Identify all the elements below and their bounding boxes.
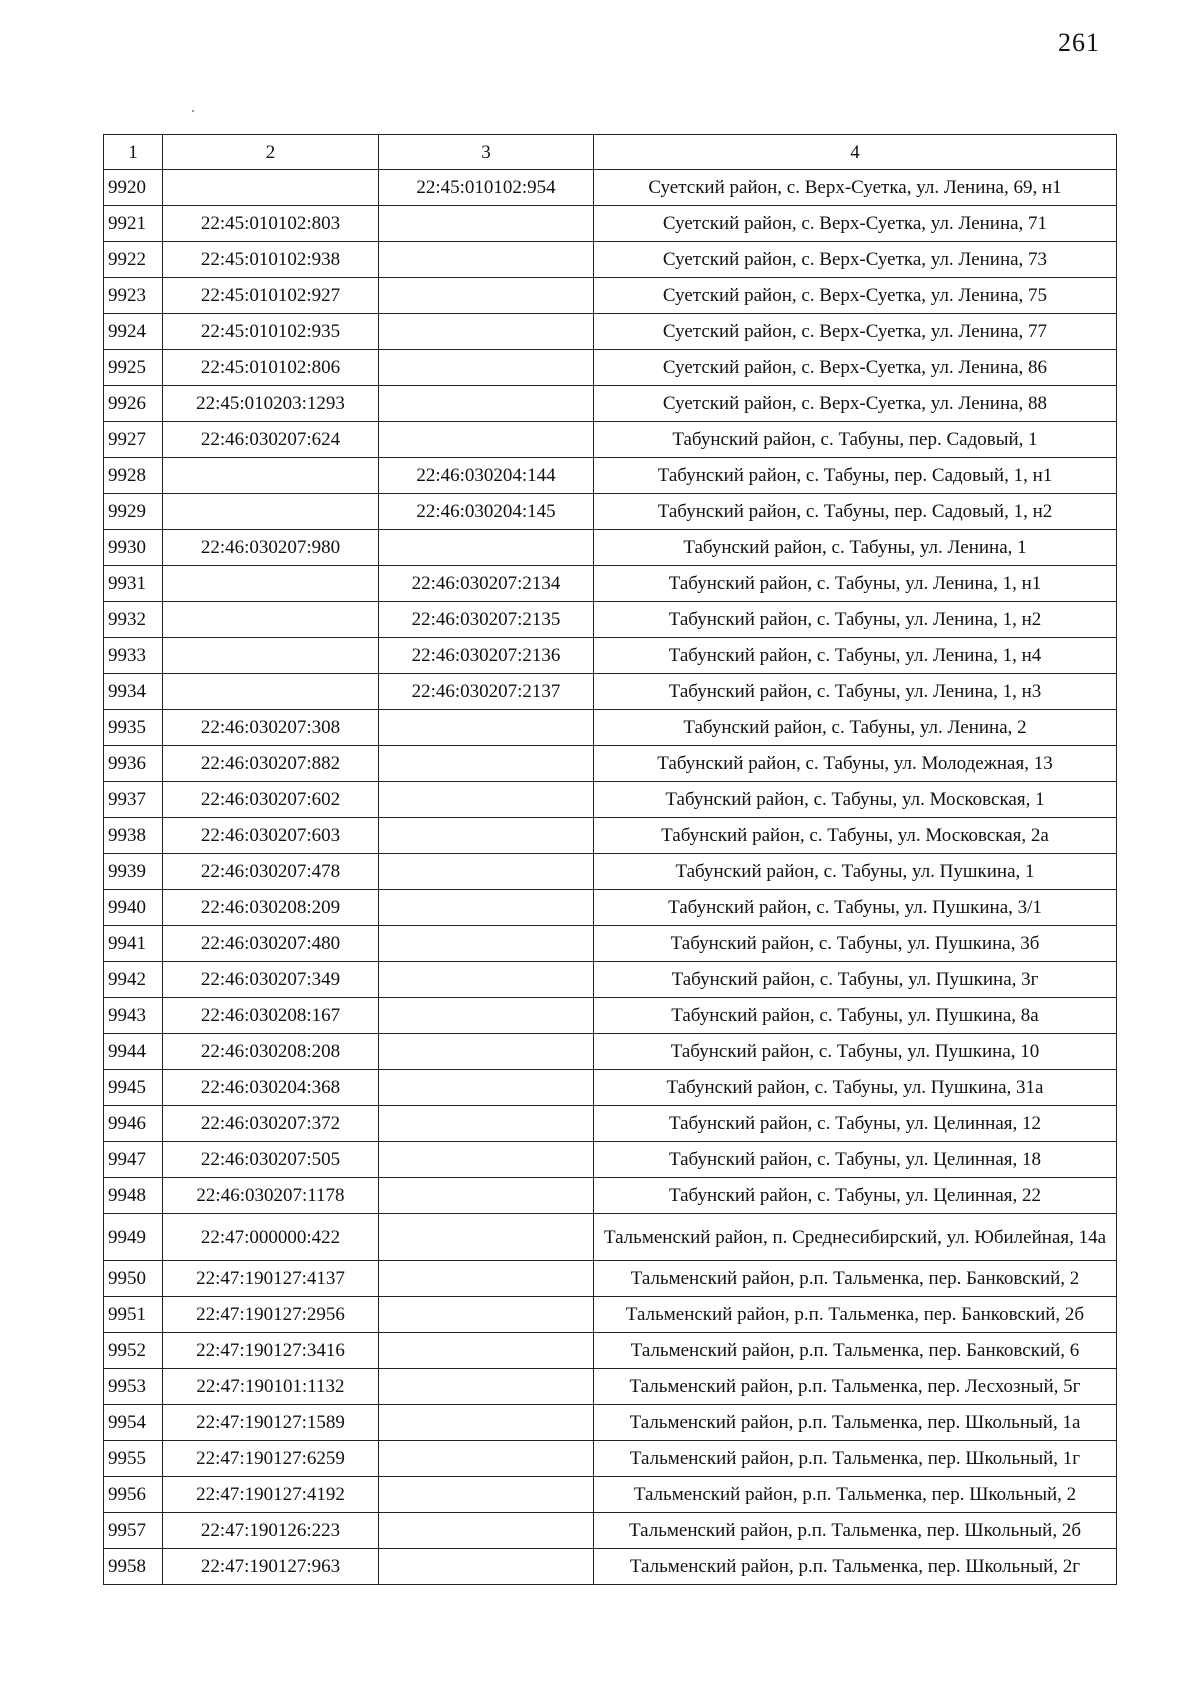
address-cell: Суетский район, с. Верх-Суетка, ул. Ленина, 73 — [594, 242, 1117, 278]
cadastral-number-cell — [163, 566, 379, 602]
address-cell: Тальменский район, р.п. Тальменка, пер. Школьный, 1г — [594, 1441, 1117, 1477]
address-cell: Суетский район, с. Верх-Суетка, ул. Ленина, 75 — [594, 278, 1117, 314]
registry-table-body — [104, 135, 1117, 1585]
row-number-cell: 9954 — [104, 1405, 163, 1441]
address-cell: Суетский район, с. Верх-Суетка, ул. Ленина, 69, н1 — [594, 170, 1117, 206]
premises-cadastral-number-cell — [379, 890, 594, 926]
row-number-cell: 9920 — [104, 170, 163, 206]
row-number-cell: 9940 — [104, 890, 163, 926]
premises-cadastral-number-cell: 22:46:030207:2134 — [379, 566, 594, 602]
address-cell: Табунский район, с. Табуны, ул. Ленина, 1, н2 — [594, 602, 1117, 638]
table-row — [104, 1549, 1117, 1585]
address-cell: Табунский район, с. Табуны, ул. Московская, 1 — [594, 782, 1117, 818]
premises-cadastral-number-cell — [379, 818, 594, 854]
premises-cadastral-number-cell — [379, 1441, 594, 1477]
cadastral-number-cell: 22:46:030204:368 — [163, 1070, 379, 1106]
address-cell: Табунский район, с. Табуны, ул. Пушкина, 1 — [594, 854, 1117, 890]
cadastral-number-cell: 22:47:190127:963 — [163, 1549, 379, 1585]
row-number-cell: 9922 — [104, 242, 163, 278]
premises-cadastral-number-cell — [379, 242, 594, 278]
table-row — [104, 1441, 1117, 1477]
address-cell: Тальменский район, р.п. Тальменка, пер. Лесхозный, 5г — [594, 1369, 1117, 1405]
table-row — [104, 386, 1117, 422]
row-number-cell: 9956 — [104, 1477, 163, 1513]
table-row — [104, 782, 1117, 818]
cadastral-number-cell: 22:46:030207:480 — [163, 926, 379, 962]
table-row — [104, 926, 1117, 962]
table-row — [104, 278, 1117, 314]
table-row — [104, 998, 1117, 1034]
table-row — [104, 422, 1117, 458]
cadastral-number-cell — [163, 458, 379, 494]
cadastral-number-cell: 22:47:190127:6259 — [163, 1441, 379, 1477]
row-number-cell: 9929 — [104, 494, 163, 530]
address-cell: Табунский район, с. Табуны, ул. Целинная, 18 — [594, 1142, 1117, 1178]
cadastral-number-cell — [163, 602, 379, 638]
premises-cadastral-number-cell — [379, 530, 594, 566]
row-number-cell: 9955 — [104, 1441, 163, 1477]
cadastral-number-cell: 22:47:000000:422 — [163, 1214, 379, 1261]
row-number-cell: 9928 — [104, 458, 163, 494]
table-row — [104, 1513, 1117, 1549]
premises-cadastral-number-cell — [379, 206, 594, 242]
premises-cadastral-number-cell — [379, 1106, 594, 1142]
premises-cadastral-number-cell — [379, 998, 594, 1034]
cadastral-number-cell: 22:45:010102:938 — [163, 242, 379, 278]
cadastral-number-cell: 22:46:030208:209 — [163, 890, 379, 926]
column-header-2: 2 — [163, 135, 379, 170]
table-row — [104, 314, 1117, 350]
cadastral-number-cell: 22:45:010102:806 — [163, 350, 379, 386]
row-number-cell: 9958 — [104, 1549, 163, 1585]
premises-cadastral-number-cell: 22:46:030207:2137 — [379, 674, 594, 710]
table-row — [104, 1333, 1117, 1369]
address-cell: Табунский район, с. Табуны, ул. Целинная, 12 — [594, 1106, 1117, 1142]
address-cell: Табунский район, с. Табуны, ул. Ленина, 1, н4 — [594, 638, 1117, 674]
address-cell: Табунский район, с. Табуны, ул. Пушкина, 3г — [594, 962, 1117, 998]
table-row — [104, 1405, 1117, 1441]
address-cell: Суетский район, с. Верх-Суетка, ул. Ленина, 88 — [594, 386, 1117, 422]
row-number-cell: 9950 — [104, 1261, 163, 1297]
table-row — [104, 530, 1117, 566]
table-row — [104, 494, 1117, 530]
row-number-cell: 9932 — [104, 602, 163, 638]
table-row — [104, 1178, 1117, 1214]
table-row — [104, 206, 1117, 242]
address-cell: Табунский район, с. Табуны, пер. Садовый, 1, н2 — [594, 494, 1117, 530]
premises-cadastral-number-cell — [379, 1297, 594, 1333]
premises-cadastral-number-cell — [379, 314, 594, 350]
page-number: 261 — [1058, 28, 1100, 57]
address-cell: Табунский район, с. Табуны, ул. Пушкина, 10 — [594, 1034, 1117, 1070]
address-cell: Тальменский район, р.п. Тальменка, пер. Школьный, 2 — [594, 1477, 1117, 1513]
address-cell: Суетский район, с. Верх-Суетка, ул. Ленина, 71 — [594, 206, 1117, 242]
cadastral-number-cell — [163, 494, 379, 530]
premises-cadastral-number-cell — [379, 1214, 594, 1261]
premises-cadastral-number-cell — [379, 962, 594, 998]
row-number-cell: 9951 — [104, 1297, 163, 1333]
premises-cadastral-number-cell — [379, 386, 594, 422]
table-row — [104, 962, 1117, 998]
premises-cadastral-number-cell — [379, 1261, 594, 1297]
table-row — [104, 1369, 1117, 1405]
cadastral-number-cell: 22:46:030207:882 — [163, 746, 379, 782]
table-row — [104, 890, 1117, 926]
premises-cadastral-number-cell — [379, 422, 594, 458]
row-number-cell: 9943 — [104, 998, 163, 1034]
cadastral-number-cell: 22:45:010203:1293 — [163, 386, 379, 422]
address-cell: Тальменский район, р.п. Тальменка, пер. Банковский, 6 — [594, 1333, 1117, 1369]
row-number-cell: 9925 — [104, 350, 163, 386]
address-cell: Тальменский район, р.п. Тальменка, пер. Школьный, 1а — [594, 1405, 1117, 1441]
table-row — [104, 1142, 1117, 1178]
cadastral-number-cell: 22:47:190101:1132 — [163, 1369, 379, 1405]
cadastral-number-cell: 22:47:190127:2956 — [163, 1297, 379, 1333]
premises-cadastral-number-cell — [379, 1178, 594, 1214]
cadastral-number-cell: 22:46:030207:478 — [163, 854, 379, 890]
row-number-cell: 9942 — [104, 962, 163, 998]
table-row — [104, 458, 1117, 494]
cadastral-number-cell: 22:47:190127:4192 — [163, 1477, 379, 1513]
address-cell: Табунский район, с. Табуны, ул. Ленина, 1, н1 — [594, 566, 1117, 602]
address-cell: Табунский район, с. Табуны, пер. Садовый, 1, н1 — [594, 458, 1117, 494]
row-number-cell: 9924 — [104, 314, 163, 350]
address-cell: Тальменский район, р.п. Тальменка, пер. Банковский, 2 — [594, 1261, 1117, 1297]
table-row — [104, 854, 1117, 890]
premises-cadastral-number-cell — [379, 1369, 594, 1405]
premises-cadastral-number-cell — [379, 278, 594, 314]
table-row — [104, 242, 1117, 278]
address-cell: Табунский район, с. Табуны, ул. Молодежная, 13 — [594, 746, 1117, 782]
premises-cadastral-number-cell: 22:46:030204:144 — [379, 458, 594, 494]
address-cell: Табунский район, с. Табуны, ул. Пушкина, 3/1 — [594, 890, 1117, 926]
cadastral-number-cell: 22:46:030207:308 — [163, 710, 379, 746]
address-cell: Табунский район, с. Табуны, ул. Ленина, 2 — [594, 710, 1117, 746]
premises-cadastral-number-cell — [379, 710, 594, 746]
column-header-1: 1 — [104, 135, 163, 170]
premises-cadastral-number-cell — [379, 1549, 594, 1585]
table-row — [104, 566, 1117, 602]
cadastral-number-cell — [163, 674, 379, 710]
premises-cadastral-number-cell: 22:46:030207:2135 — [379, 602, 594, 638]
cadastral-number-cell: 22:47:190127:3416 — [163, 1333, 379, 1369]
cadastral-number-cell: 22:47:190127:4137 — [163, 1261, 379, 1297]
address-cell: Тальменский район, р.п. Тальменка, пер. Школьный, 2б — [594, 1513, 1117, 1549]
cadastral-number-cell: 22:46:030207:505 — [163, 1142, 379, 1178]
row-number-cell: 9938 — [104, 818, 163, 854]
table-row — [104, 1214, 1117, 1261]
address-cell: Суетский район, с. Верх-Суетка, ул. Ленина, 86 — [594, 350, 1117, 386]
row-number-cell: 9949 — [104, 1214, 163, 1261]
row-number-cell: 9930 — [104, 530, 163, 566]
row-number-cell: 9927 — [104, 422, 163, 458]
row-number-cell: 9947 — [104, 1142, 163, 1178]
row-number-cell: 9931 — [104, 566, 163, 602]
premises-cadastral-number-cell — [379, 1513, 594, 1549]
table-row — [104, 818, 1117, 854]
cadastral-number-cell: 22:46:030208:208 — [163, 1034, 379, 1070]
row-number-cell: 9934 — [104, 674, 163, 710]
table-row — [104, 1070, 1117, 1106]
row-number-cell: 9933 — [104, 638, 163, 674]
registry-table — [103, 134, 1117, 1585]
column-header-4: 4 — [594, 135, 1117, 170]
cadastral-number-cell: 22:46:030207:349 — [163, 962, 379, 998]
table-row — [104, 1106, 1117, 1142]
table-row — [104, 710, 1117, 746]
premises-cadastral-number-cell — [379, 350, 594, 386]
row-number-cell: 9937 — [104, 782, 163, 818]
premises-cadastral-number-cell — [379, 782, 594, 818]
row-number-cell: 9953 — [104, 1369, 163, 1405]
row-number-cell: 9926 — [104, 386, 163, 422]
row-number-cell: 9957 — [104, 1513, 163, 1549]
cadastral-number-cell: 22:46:030208:167 — [163, 998, 379, 1034]
cadastral-number-cell: 22:46:030207:980 — [163, 530, 379, 566]
address-cell: Тальменский район, п. Среднесибирский, ул. Юбилейная, 14а — [594, 1214, 1117, 1261]
cadastral-number-cell: 22:46:030207:624 — [163, 422, 379, 458]
premises-cadastral-number-cell — [379, 1142, 594, 1178]
address-cell: Суетский район, с. Верх-Суетка, ул. Ленина, 77 — [594, 314, 1117, 350]
address-cell: Тальменский район, р.п. Тальменка, пер. Школьный, 2г — [594, 1549, 1117, 1585]
column-header-3: 3 — [379, 135, 594, 170]
table-row — [104, 1477, 1117, 1513]
cadastral-number-cell: 22:47:190127:1589 — [163, 1405, 379, 1441]
cadastral-number-cell: 22:46:030207:1178 — [163, 1178, 379, 1214]
premises-cadastral-number-cell — [379, 926, 594, 962]
premises-cadastral-number-cell — [379, 854, 594, 890]
cadastral-number-cell — [163, 638, 379, 674]
cadastral-number-cell — [163, 170, 379, 206]
row-number-cell: 9935 — [104, 710, 163, 746]
row-number-cell: 9945 — [104, 1070, 163, 1106]
address-cell: Табунский район, с. Табуны, пер. Садовый, 1 — [594, 422, 1117, 458]
table-row — [104, 638, 1117, 674]
cadastral-number-cell: 22:45:010102:935 — [163, 314, 379, 350]
premises-cadastral-number-cell — [379, 1034, 594, 1070]
address-cell: Табунский район, с. Табуны, ул. Московская, 2а — [594, 818, 1117, 854]
premises-cadastral-number-cell: 22:45:010102:954 — [379, 170, 594, 206]
row-number-cell: 9921 — [104, 206, 163, 242]
cadastral-number-cell: 22:47:190126:223 — [163, 1513, 379, 1549]
premises-cadastral-number-cell — [379, 1070, 594, 1106]
table-row — [104, 1034, 1117, 1070]
table-row — [104, 1297, 1117, 1333]
address-cell: Табунский район, с. Табуны, ул. Ленина, 1, н3 — [594, 674, 1117, 710]
cadastral-number-cell: 22:45:010102:803 — [163, 206, 379, 242]
cadastral-number-cell: 22:45:010102:927 — [163, 278, 379, 314]
table-row — [104, 746, 1117, 782]
row-number-cell: 9944 — [104, 1034, 163, 1070]
table-row — [104, 602, 1117, 638]
address-cell: Табунский район, с. Табуны, ул. Пушкина, 3б — [594, 926, 1117, 962]
premises-cadastral-number-cell — [379, 746, 594, 782]
address-cell: Табунский район, с. Табуны, ул. Пушкина, 31а — [594, 1070, 1117, 1106]
row-number-cell: 9946 — [104, 1106, 163, 1142]
table-row — [104, 170, 1117, 206]
address-cell: Табунский район, с. Табуны, ул. Целинная, 22 — [594, 1178, 1117, 1214]
table-row — [104, 350, 1117, 386]
cadastral-number-cell: 22:46:030207:602 — [163, 782, 379, 818]
address-cell: Тальменский район, р.п. Тальменка, пер. Банковский, 2б — [594, 1297, 1117, 1333]
row-number-cell: 9923 — [104, 278, 163, 314]
premises-cadastral-number-cell: 22:46:030207:2136 — [379, 638, 594, 674]
premises-cadastral-number-cell — [379, 1405, 594, 1441]
table-row — [104, 674, 1117, 710]
premises-cadastral-number-cell — [379, 1477, 594, 1513]
cadastral-number-cell: 22:46:030207:603 — [163, 818, 379, 854]
address-cell: Табунский район, с. Табуны, ул. Пушкина, 8а — [594, 998, 1117, 1034]
row-number-cell: 9939 — [104, 854, 163, 890]
premises-cadastral-number-cell — [379, 1333, 594, 1369]
column-number-header-row — [104, 135, 1117, 170]
table-row — [104, 1261, 1117, 1297]
row-number-cell: 9948 — [104, 1178, 163, 1214]
row-number-cell: 9936 — [104, 746, 163, 782]
scan-speck — [192, 110, 194, 112]
row-number-cell: 9952 — [104, 1333, 163, 1369]
cadastral-number-cell: 22:46:030207:372 — [163, 1106, 379, 1142]
premises-cadastral-number-cell: 22:46:030204:145 — [379, 494, 594, 530]
row-number-cell: 9941 — [104, 926, 163, 962]
address-cell: Табунский район, с. Табуны, ул. Ленина, 1 — [594, 530, 1117, 566]
